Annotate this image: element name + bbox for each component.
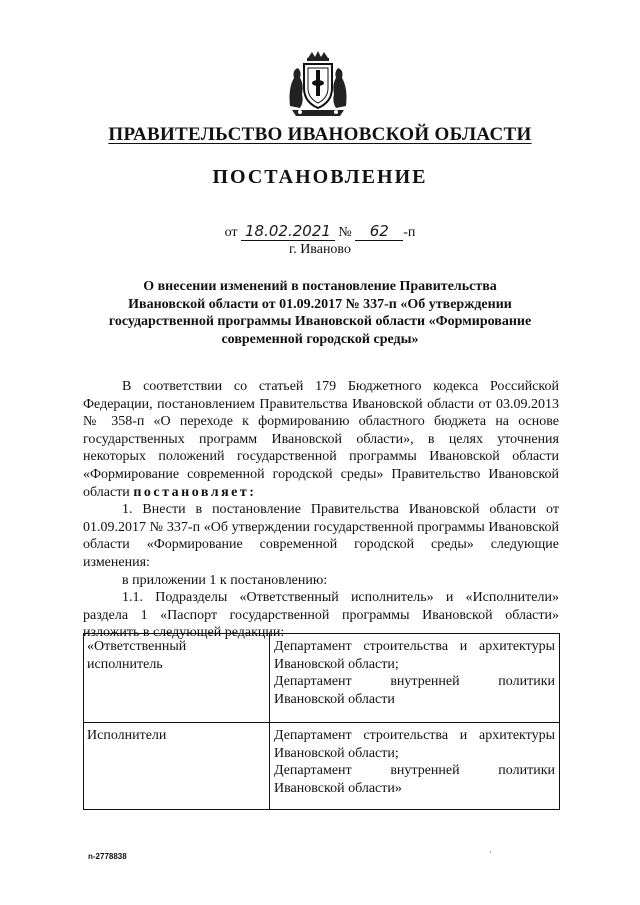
document-body — [83, 378, 559, 642]
table-cell-line: Департамент внутренней политики Ивановской области — [274, 674, 555, 707]
number-sign: № — [338, 225, 352, 240]
document-type: ПОСТАНОВЛЕНИЕ — [212, 166, 428, 188]
document-subject — [80, 278, 560, 348]
subject-line-4: современной городской среды» — [221, 331, 419, 347]
date-number-line — [0, 222, 640, 241]
executors-table — [83, 633, 560, 810]
body-paragraph-1-text: В соответствии со статьей 179 Бюджетного кодекса Российской Федерации, постановлением Правительства Ивановской области от 03.09.2013 № 358-п «О переходе к формированию областного бюджета на основе государственных программ Ивановской области», в целях уточнения некоторых положений государственной программы Ивановской области «Формирование современной городской среды» Правительство Ивановской области — [83, 379, 559, 500]
table-row — [84, 723, 560, 810]
page-mark: ' — [490, 850, 492, 859]
table-row — [84, 634, 560, 723]
subject-line-2: Ивановской области от 01.09.2017 № 337-п «Об утверждении — [128, 296, 512, 312]
date-prefix: от — [224, 225, 238, 240]
government-title-text: ПРАВИТЕЛЬСТВО ИВАНОВСКОЙ ОБЛАСТИ — [108, 124, 532, 145]
date-value-handwritten: 18.02.2021 — [241, 222, 335, 241]
table-cell-line: Департамент строительства и архитектуры Ивановской области; — [274, 639, 555, 672]
body-paragraph-2: 1. Внести в постановление Правительства Ивановской области от 01.09.2017 № 337-п «Об утверждении государственной программы Ивановской области «Формирование современной городской среды» следующие изменения: — [83, 502, 559, 570]
body-paragraph-3: в приложении 1 к постановлению: — [122, 572, 328, 588]
table-cell-line: Департамент строительства и архитектуры Ивановской области; — [274, 728, 555, 761]
number-value-handwritten: 62 — [355, 222, 403, 241]
government-title — [0, 124, 640, 146]
table-cell-value — [270, 634, 560, 723]
body-paragraph-1-spaced: постановляет: — [133, 484, 257, 500]
table-cell-value — [270, 723, 560, 810]
number-suffix: -п — [403, 225, 416, 240]
footer-code: n-2778838 — [88, 852, 127, 861]
city-name: г. Иваново — [289, 242, 351, 257]
table-cell-label: Исполнители — [84, 723, 270, 810]
table-cell-line: Департамент внутренней политики Ивановской области» — [274, 763, 555, 796]
body-paragraph-1 — [83, 378, 559, 501]
table-cell-label: «Ответственный исполнитель — [84, 634, 270, 723]
coat-of-arms-emblem — [282, 48, 354, 120]
body-paragraph-4: 1.1. Подразделы «Ответственный исполнитель» и «Исполнители» раздела 1 «Паспорт государственной программы Ивановской области» изложить в следующей редакции: — [83, 590, 559, 641]
subject-line-3: государственной программы Ивановской области «Формирование — [108, 314, 532, 329]
subject-line-1: О внесении изменений в постановление Правительства — [143, 279, 497, 294]
